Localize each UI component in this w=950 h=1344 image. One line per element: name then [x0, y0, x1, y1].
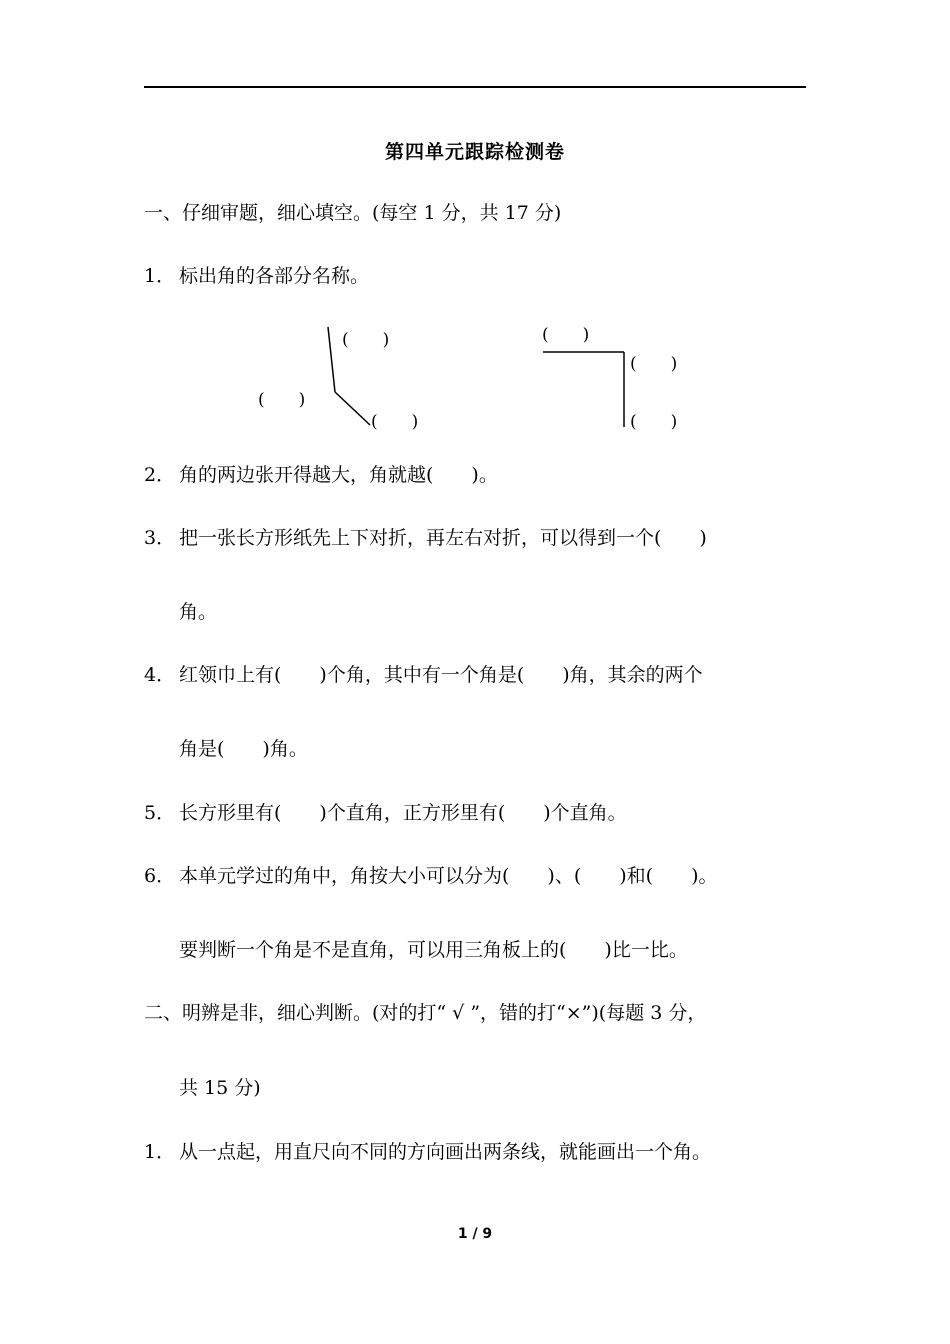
- question-number: 3．: [144, 527, 176, 549]
- question-2: [144, 463, 498, 487]
- blank-angle2-vertex: ( ): [630, 354, 678, 374]
- question-text: 角的两边张开得越大，角就越( )。: [179, 464, 498, 486]
- section2-heading-continued: 共 15 分): [179, 1077, 261, 1099]
- question-number: 6．: [144, 865, 176, 887]
- question-text: 把一张长方形纸先上下对折，再左右对折，可以得到一个( ): [179, 527, 707, 549]
- question-text: 红领巾上有( )个角，其中有一个角是( )角，其余的两个: [179, 664, 703, 686]
- blank-angle1-side-top: ( ): [342, 330, 390, 350]
- blank-angle2-side-bottom: ( ): [630, 412, 678, 432]
- question-6: [144, 864, 717, 888]
- question-number: 4．: [144, 664, 176, 686]
- question-number: 1．: [144, 265, 176, 287]
- question-text: 长方形里有( )个直角，正方形里有( )个直角。: [179, 802, 627, 824]
- section2-heading: 二、明辨是非，细心判断。(对的打“ √ ”，错的打“×”)(每题 3 分，: [144, 1002, 707, 1024]
- blank-angle1-side-bottom: ( ): [371, 412, 419, 432]
- angle1-side-lower: [335, 392, 370, 425]
- blank-angle2-side-top: ( ): [542, 325, 590, 345]
- judge-question-1: [144, 1140, 711, 1164]
- question-5: [144, 801, 627, 825]
- page-title: 第四单元跟踪检测卷: [384, 141, 565, 163]
- section1-heading: 一、仔细审题，细心填空。(每空 1 分，共 17 分): [144, 202, 562, 224]
- question-text: 从一点起，用直尺向不同的方向画出两条线，就能画出一个角。: [179, 1141, 712, 1163]
- question-number: 1．: [144, 1141, 176, 1163]
- question-6-continued: 要判断一个角是不是直角，可以用三角板上的( )比一比。: [179, 939, 688, 961]
- page-number: 1 / 9: [457, 1226, 493, 1242]
- question-text: 标出角的各部分名称。: [179, 265, 370, 287]
- question-3: [144, 526, 707, 550]
- blank-angle1-vertex: ( ): [258, 390, 306, 410]
- question-1: [144, 264, 369, 288]
- question-number: 5．: [144, 802, 176, 824]
- question-text: 本单元学过的角中，角按大小可以分为( )、( )和( )。: [179, 865, 718, 887]
- header-rule: [144, 86, 806, 88]
- question-3-continued: 角。: [179, 601, 218, 623]
- question-number: 2．: [144, 464, 176, 486]
- angle-figures: [240, 315, 710, 440]
- question-4: [144, 663, 703, 687]
- angle1-side-upper: [328, 327, 335, 392]
- question-4-continued: 角是( )角。: [179, 738, 308, 760]
